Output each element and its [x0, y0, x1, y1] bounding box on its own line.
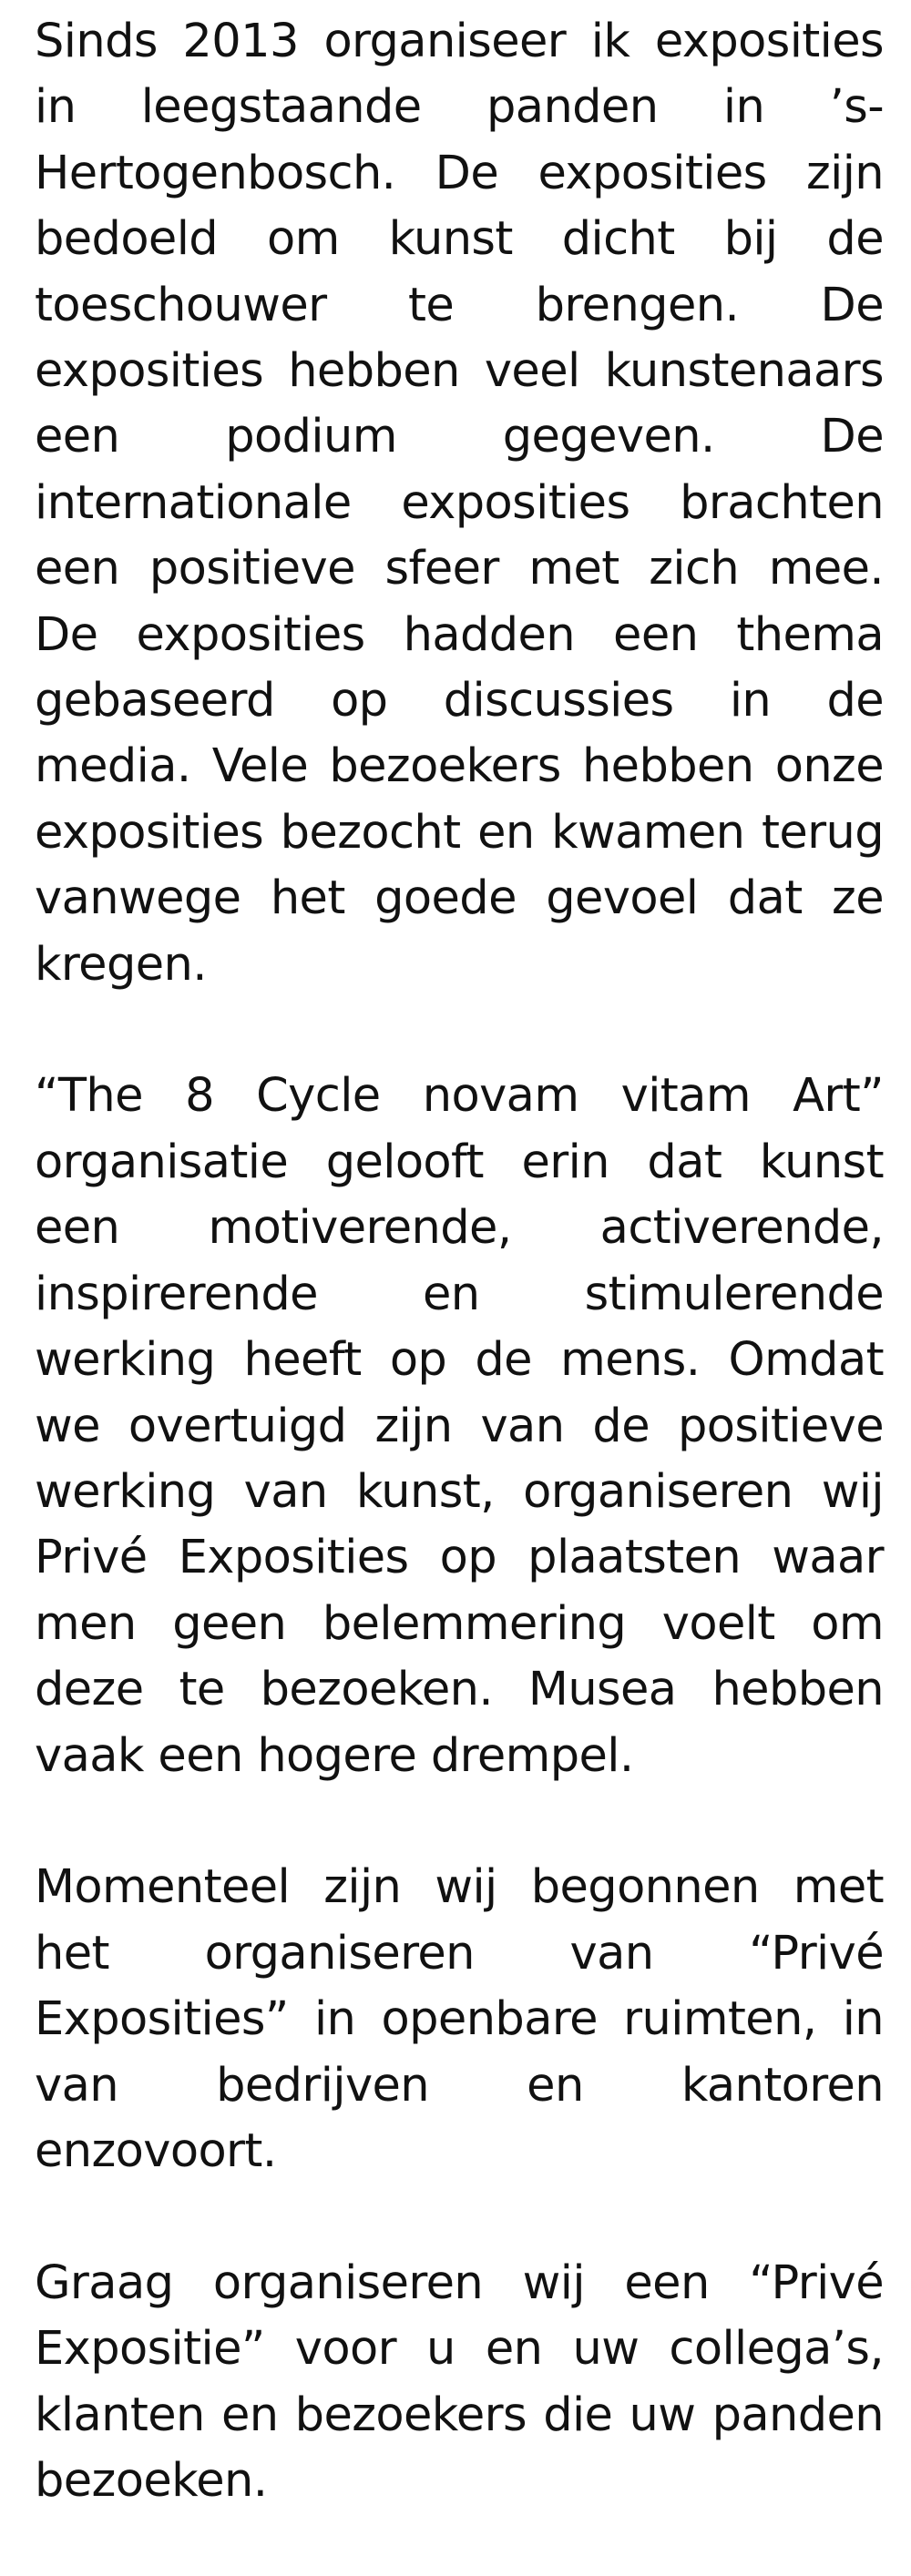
paragraph-current-activity: Momenteel zijn wij begonnen met het organiseren van “Privé Exposities” in openbare ruimten, in van bedrijven en kantoren enzovoort. — [35, 1860, 884, 2178]
paragraph-offer: Graag organiseren wij een “Privé Expositie” voor u en uw collega’s, klanten en bezoekers die uw panden bezoeken. — [35, 2255, 884, 2508]
document-page — [35, 9, 884, 2514]
paragraph-intro: Sinds 2013 organiseer ik exposities in leegstaande panden in ’s-Hertogenbosch. De exposities zijn bedoeld om kunst dicht bij de toeschouwer te brengen. De exposities hebben veel kunstenaars een podium gegeven. De internationale exposities brachten een positieve sfeer met zich mee. De exposities hadden een thema gebaseerd op discussies in de media. Vele bezoekers hebben onze exposities bezocht en kwamen terug vanwege het goede gevoel dat ze kregen. — [35, 15, 884, 992]
paragraph-organisation-belief: “The 8 Cycle novam vitam Art” organisatie gelooft erin dat kunst een motiverende, activerende, inspirerende en stimulerende werking heeft op de mens. Omdat we overtuigd zijn van de positieve werking van kunst, organiseren wij Privé Exposities op plaatsten waar men geen belemmering voelt om deze te bezoeken. Musea hebben vaak een hogere drempel. — [35, 1069, 884, 1783]
